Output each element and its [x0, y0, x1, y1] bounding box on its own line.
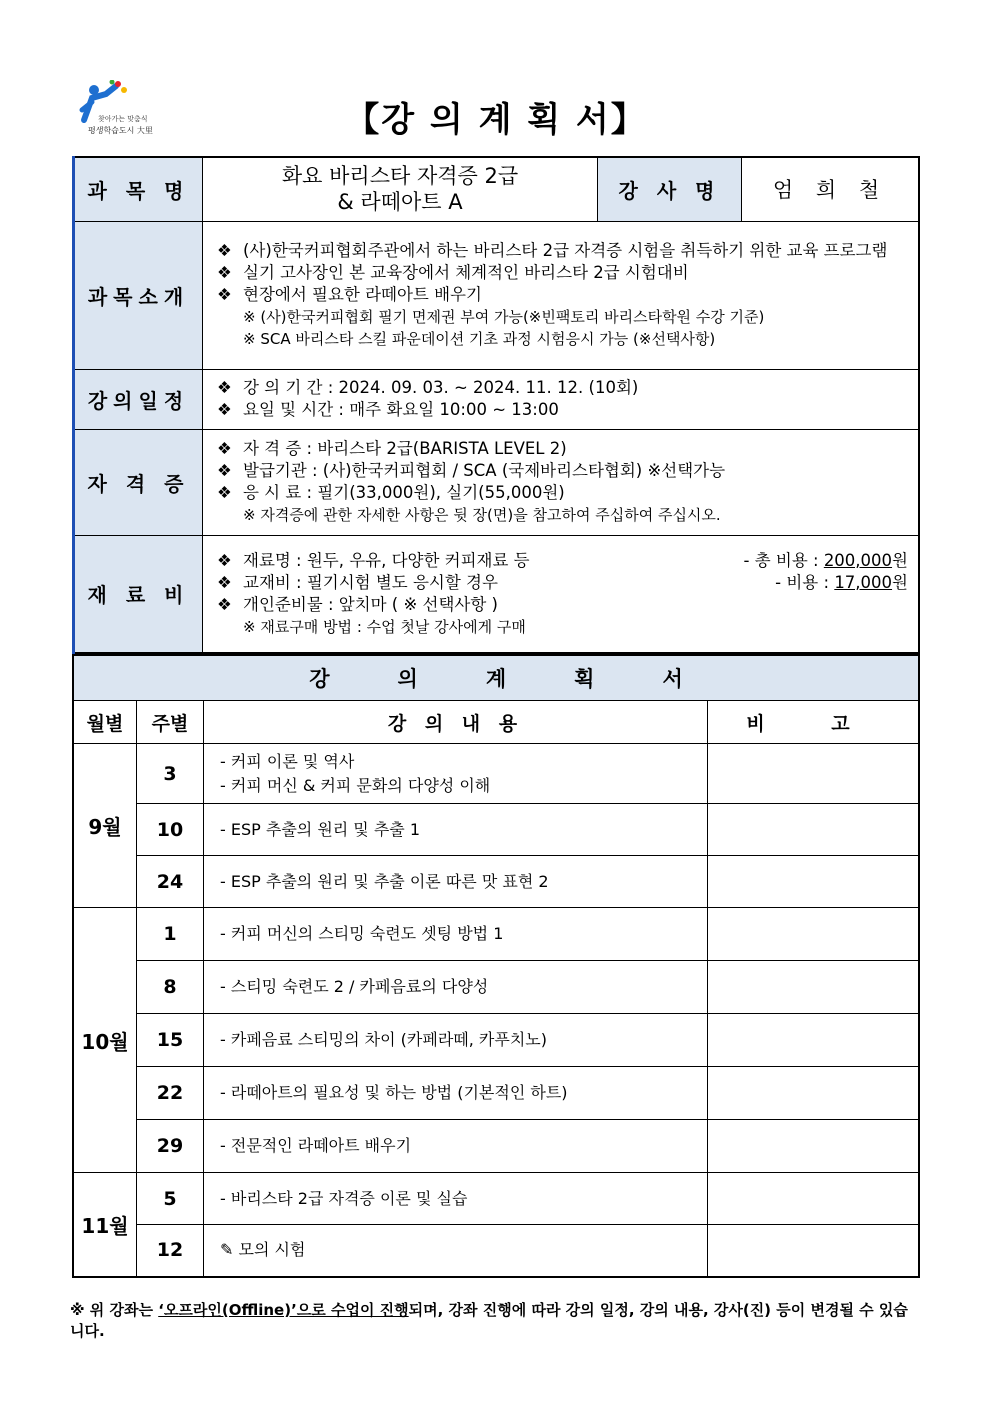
bullet-icon: ❖ — [217, 594, 232, 614]
intro-text: 현장에서 필요한 라떼아트 배우기 — [243, 285, 482, 304]
note-cell — [708, 1173, 920, 1225]
intro-item — [217, 284, 908, 306]
banner-char: 획 — [574, 667, 595, 691]
content-cell — [204, 1225, 708, 1277]
banner-char: 의 — [397, 667, 418, 691]
week-cell: 24 — [137, 856, 204, 908]
plan-row — [73, 908, 919, 961]
footer-offline: ‘오프라인(Offline)’으로 수업이 진행 — [158, 1301, 409, 1319]
bullet-icon: ❖ — [217, 439, 232, 458]
plan-row — [73, 1014, 919, 1067]
banner-char: 강 — [309, 667, 330, 691]
material-cost — [744, 550, 909, 572]
cert-label: 자 격 증 — [74, 429, 203, 535]
material-label: 재 료 비 — [74, 535, 203, 653]
schedule-content — [203, 369, 920, 429]
content-cell — [204, 1014, 708, 1067]
plan-row — [73, 1067, 919, 1120]
subject-cell — [203, 157, 598, 221]
content-cell — [204, 856, 708, 908]
bullet-icon: ❖ — [217, 285, 232, 304]
page-title — [0, 92, 992, 141]
intro-item — [217, 262, 908, 284]
intro-text: 실기 고사장인 본 교육장에서 체계적인 바리스타 2급 시험대비 — [243, 263, 689, 282]
cost-value: 200,000 — [823, 550, 893, 570]
cert-item — [217, 482, 908, 504]
note-cell — [708, 744, 920, 804]
note-cell — [708, 961, 920, 1014]
bullet-icon: ❖ — [217, 400, 232, 419]
subject-line2: & 라떼아트 A — [337, 190, 463, 215]
logo-org: 평생학습도시 大里 — [88, 126, 153, 135]
schedule-text: 요일 및 시간 : 매주 화요일 10:00 ~ 13:00 — [243, 400, 559, 419]
intro-note: ※ (사)한국커피협회 필기 면제권 부여 가능(※빈팩토리 바리스타학원 수강 기준) — [243, 308, 765, 326]
note-cell — [708, 1014, 920, 1067]
plan-row — [73, 1120, 919, 1173]
content-cell — [204, 804, 708, 856]
content-line: - 커피 머신 & 커피 문화의 다양성 이해 — [220, 775, 491, 795]
week-cell: 8 — [137, 961, 204, 1014]
instructor-name: 엄 희 철 — [742, 157, 920, 221]
cost-label: - 비용 : — [775, 572, 835, 592]
week-cell: 10 — [137, 804, 204, 856]
week-cell: 29 — [137, 1120, 204, 1173]
week-cell: 3 — [137, 744, 204, 804]
plan-row — [73, 804, 919, 856]
bullet-icon: ❖ — [217, 378, 232, 397]
content-line: - 바리스타 2급 자격증 이론 및 실습 — [220, 1188, 468, 1208]
cert-note: ※ 자격증에 관한 자세한 사항은 뒷 장(면)을 참고하여 주십하여 주십시오. — [243, 506, 721, 524]
material-content — [203, 535, 920, 653]
month-cell: 10월 — [73, 908, 137, 1173]
bullet-icon: ❖ — [217, 572, 232, 592]
intro-note: ※ SCA 바리스타 스킬 파운데이션 기초 과정 시험응시 가능 (※선택사항) — [243, 330, 716, 348]
material-item — [217, 594, 908, 616]
content-cell — [204, 1067, 708, 1120]
logo-tagline: 찾아가는 맞춤식 — [98, 115, 148, 123]
intro-label: 과목소개 — [74, 221, 203, 369]
note-cell — [708, 1120, 920, 1173]
week-cell: 1 — [137, 908, 204, 961]
cert-item — [217, 438, 908, 460]
content-line: - 라떼아트의 필요성 및 하는 방법 (기본적인 하트) — [220, 1083, 568, 1102]
plan-banner — [73, 655, 919, 701]
cert-content — [203, 429, 920, 535]
material-item — [217, 572, 908, 594]
schedule-label: 강의일정 — [74, 369, 203, 429]
material-cost — [775, 572, 908, 594]
content-header: 강 의 내 용 — [204, 701, 708, 744]
note-cell — [708, 804, 920, 856]
bullet-icon: ❖ — [217, 483, 232, 502]
cost-label: - 총 비용 : — [743, 550, 824, 570]
intro-content — [203, 221, 920, 369]
banner-char: 서 — [662, 667, 683, 691]
content-line: - 커피 머신의 스티밍 숙련도 셋팅 방법 1 — [220, 924, 504, 943]
content-line: - ESP 추출의 원리 및 추출 1 — [220, 819, 421, 839]
bullet-icon: ❖ — [217, 461, 232, 480]
week-cell: 22 — [137, 1067, 204, 1120]
note-header: 비 고 — [708, 701, 920, 744]
plan-row — [73, 1173, 919, 1225]
note-cell — [708, 1067, 920, 1120]
material-text: 개인준비물 : 앞치마 ( ※ 선택사항 ) — [243, 594, 498, 614]
week-cell: 12 — [137, 1225, 204, 1277]
schedule-item — [217, 399, 908, 421]
cert-item — [217, 460, 908, 482]
schedule-item — [217, 377, 908, 399]
footer-note — [70, 1300, 920, 1342]
cert-text: 자 격 증 : 바리스타 2급(BARISTA LEVEL 2) — [243, 439, 567, 458]
cert-text: 발급기관 : (사)한국커피협회 / SCA (국제바리스타협회) ※선택가능 — [243, 461, 726, 480]
note-cell — [708, 856, 920, 908]
content-cell — [204, 744, 708, 804]
note-cell — [708, 1225, 920, 1277]
content-cell — [204, 1173, 708, 1225]
material-text: 교재비 : 필기시험 별도 응시할 경우 — [243, 572, 498, 592]
subject-label: 과 목 명 — [74, 157, 203, 221]
week-cell: 5 — [137, 1173, 204, 1225]
schedule-text: 강 의 기 간 : 2024. 09. 03. ~ 2024. 11. 12. (10회) — [243, 378, 639, 397]
bullet-icon: ❖ — [217, 241, 232, 260]
bullet-icon: ❖ — [217, 550, 232, 570]
cost-unit: 원 — [892, 572, 908, 592]
footer-prefix: ※ 위 강좌는 — [70, 1301, 159, 1319]
content-line: - 카페음료 스티밍의 차이 (카페라떼, 카푸치노) — [220, 1030, 547, 1049]
intro-text: (사)한국커피협회주관에서 하는 바리스타 2급 자격증 시험을 취득하기 위한 교육 프로그램 — [243, 241, 888, 260]
material-item — [217, 550, 908, 572]
cert-text: 응 시 료 : 필기(33,000원), 실기(55,000원) — [243, 483, 565, 502]
content-cell — [204, 961, 708, 1014]
month-header: 월별 — [73, 701, 137, 744]
subject-line1: 화요 바리스타 자격증 2급 — [281, 164, 519, 189]
material-text: 재료명 : 원두, 우유, 다양한 커피재료 등 — [243, 550, 530, 570]
cost-value: 17,000 — [834, 572, 893, 592]
content-cell — [204, 908, 708, 961]
content-line: - 전문적인 라떼아트 배우기 — [220, 1136, 412, 1155]
plan-row — [73, 961, 919, 1014]
month-cell: 9월 — [73, 744, 137, 908]
lecture-plan-table — [72, 654, 920, 1278]
week-cell: 15 — [137, 1014, 204, 1067]
plan-row — [73, 744, 919, 804]
plan-row — [73, 1225, 919, 1277]
footer-rest: 되며, 강좌 진행에 따라 강의 일정, 강의 내용, 강사(진) 등이 변경될 수 있습니다. — [70, 1301, 908, 1340]
bullet-icon: ❖ — [217, 263, 232, 282]
page-title-text: 【강 의 계 획 서】 — [345, 100, 647, 140]
note-cell — [708, 908, 920, 961]
month-cell: 11월 — [73, 1173, 137, 1277]
instructor-label: 강 사 명 — [598, 157, 742, 221]
content-line: - 커피 이론 및 역사 — [220, 751, 355, 771]
content-line: - 스티밍 숙련도 2 / 카페음료의 다양성 — [220, 977, 489, 996]
course-info-table — [72, 156, 920, 654]
banner-char: 계 — [485, 667, 507, 691]
content-line: ✎ 모의 시험 — [220, 1240, 306, 1260]
content-line: - ESP 추출의 원리 및 추출 이론 따른 맛 표현 2 — [220, 871, 549, 891]
intro-item — [217, 240, 908, 262]
week-header: 주별 — [137, 701, 204, 744]
content-cell — [204, 1120, 708, 1173]
plan-row — [73, 856, 919, 908]
material-note: ※ 재료구매 방법 : 수업 첫날 강사에게 구매 — [243, 617, 526, 636]
cost-unit: 원 — [892, 550, 908, 570]
